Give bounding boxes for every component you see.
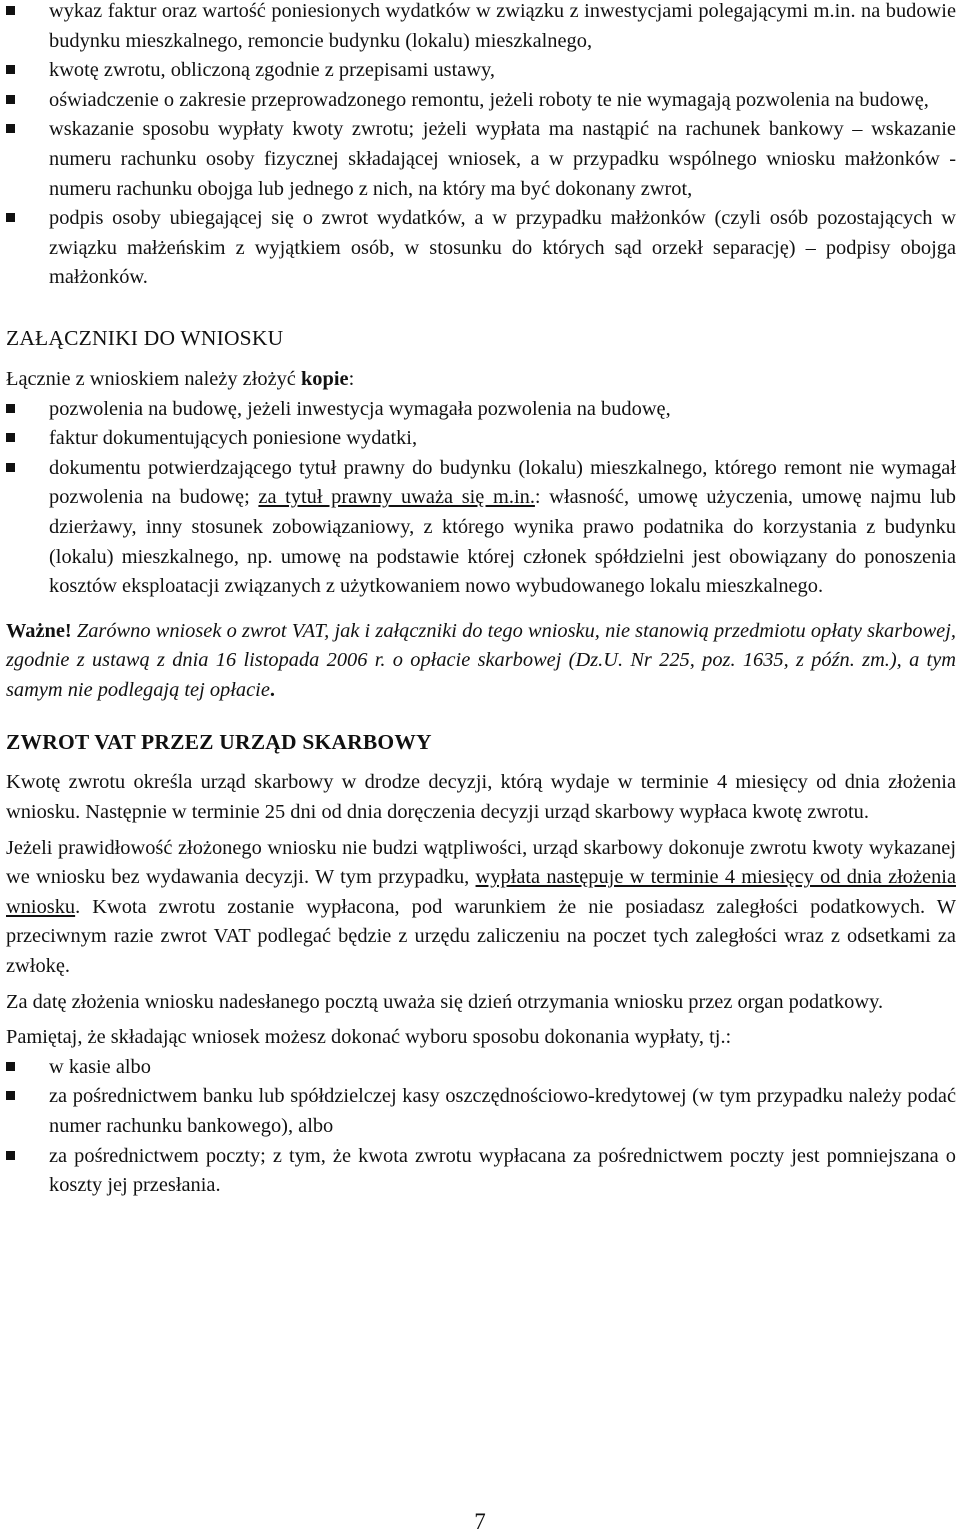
application-contents-list <box>6 0 956 293</box>
payout-options-list <box>6 1053 956 1201</box>
bold-text: kopie <box>300 367 349 390</box>
list-item <box>6 0 956 56</box>
refund-paragraph: Kwotę zwrotu określa urząd skarbowy w drodze decyzji, którą wydaje w terminie 4 miesięcy od dnia złożenia wniosku. Następnie w terminie 25 dni od dnia doręczenia decyzji urząd skarbowy wypłaca kwotę zwrotu. <box>6 771 956 824</box>
refund-heading: ZWROT VAT PRZEZ URZĄD SKARBOWY <box>6 730 432 755</box>
list-item <box>6 1082 956 1141</box>
attachments-list <box>6 395 956 602</box>
list-item <box>6 204 956 293</box>
list-item-text: kwotę zwrotu, obliczoną zgodnie z przepisami ustawy, <box>49 59 495 82</box>
bullet-square-icon <box>6 124 15 133</box>
bullet-square-icon <box>6 6 15 15</box>
list-item-text: wskazanie sposobu wypłaty kwoty zwrotu; jeżeli wypłata ma nastąpić na rachunek bankowy – wskazanie numeru rachunku osoby fizycznej składającej wniosek, a w przypadku wspólnego wniosku małżonków - numeru rachunku obojga lub jednego z nich, na który ma być dokonany zwrot, <box>49 118 956 200</box>
list-item <box>6 1053 956 1083</box>
attachments-intro: Łącznie z wnioskiem należy złożyć kopie: <box>6 367 355 390</box>
list-item-text: wykaz faktur oraz wartość poniesionych wydatków w związku z inwestycjami polegającymi m.in. na budowie budynku mieszkalnego, remoncie budynku (lokalu) mieszkalnego, <box>49 0 956 52</box>
list-item <box>6 1142 956 1201</box>
bullet-square-icon <box>6 65 15 74</box>
attachments-heading: ZAŁĄCZNIKI DO WNIOSKU <box>6 325 284 350</box>
bullet-square-icon <box>6 404 15 413</box>
refund-paragraph: Jeżeli prawidłowość złożonego wniosku nie budzi wątpliwości, urząd skarbowy dokonuje zwrotu kwoty wykazanej we wniosku bez wydawania decyzji. W tym przypadku, wypłata następuje w terminie 4 miesięcy od dnia złożenia wniosku. Kwota zwrotu zostanie wypłacona, pod warunkiem że nie posiadasz zaległości podatkowych. W przeciwnym razie zwrot VAT podlegać będzie z urzędu zaliczeniu na poczet tych zaległości wraz z odsetkami za zwłokę. <box>6 836 956 978</box>
list-item <box>6 86 956 116</box>
bullet-square-icon <box>6 463 15 472</box>
list-item <box>6 115 956 204</box>
page-number: 7 <box>474 1509 486 1534</box>
bullet-square-icon <box>6 1091 15 1100</box>
list-item <box>6 56 956 86</box>
list-item <box>6 395 956 425</box>
underlined-text: wypłata następuje w terminie 4 miesięcy od dnia złożenia wniosku <box>6 866 956 918</box>
list-item <box>6 424 956 454</box>
list-item-text: pozwolenia na budowę, jeżeli inwestycja wymagała pozwolenia na budowę, <box>49 397 671 420</box>
note-label: Ważne! <box>6 619 72 642</box>
list-item-text: w kasie albo <box>49 1055 151 1078</box>
list-item-text: za pośrednictwem banku lub spółdzielczej kasy oszczędnościowo-kredytowej (w tym przypadku należy podać numer rachunku bankowego), albo <box>49 1085 956 1137</box>
note-text: Zarówno wniosek o zwrot VAT, jak i załączniki do tego wniosku, nie stanowią przedmiotu opłaty skarbowej, zgodnie z ustawą z dnia 16 listopada 2006 r. o opłacie skarbowej (Dz.U. Nr 225, poz. 1635, z późn. zm.), a tym samym nie podlegają tej opłacie <box>6 619 956 701</box>
bullet-square-icon <box>6 213 15 222</box>
document-body <box>6 0 956 1201</box>
bullet-square-icon <box>6 1062 15 1071</box>
bullet-square-icon <box>6 95 15 104</box>
list-item-text: za pośrednictwem poczty; z tym, że kwota zwrotu wypłacana za pośrednictwem poczty jest pomniejszana o koszty jej przesłania. <box>49 1144 956 1197</box>
bullet-square-icon <box>6 1151 15 1160</box>
list-item-text: oświadczenie o zakresie przeprowadzonego remontu, jeżeli roboty te nie wymagają pozwolenia na budowę, <box>49 88 929 111</box>
underlined-text: za tytuł prawny uważa się m.in. <box>258 486 535 509</box>
important-note: Ważne! Zarówno wniosek o zwrot VAT, jak i załączniki do tego wniosku, nie stanowią przedmiotu opłaty skarbowej, zgodnie z ustawą z dnia 16 listopada 2006 r. o opłacie skarbowej (Dz.U. Nr 225, poz. 1635, z późn. zm.), a tym samym nie podlegają tej opłacie. <box>6 619 956 701</box>
refund-paragraph: Za datę złożenia wniosku nadesłanego pocztą uważa się dzień otrzymania wniosku przez organ podatkowy. <box>6 990 884 1013</box>
list-item: dokumentu potwierdzającego tytuł prawny do budynku (lokalu) mieszkalnego, którego remont nie wymagał pozwolenia na budowę; za tytuł prawny uważa się m.in.: własność, umowę użyczenia, umowę najmu lub dzierżawy, inny stosunek zobowiązaniowy, z którego wynika prawo podatnika do korzystania z budynku (lokalu) mieszkalnego, np. umowę na podstawie której członek spółdzielni jest obowiązany do ponoszenia kosztów eksploatacji związanych z użytkowaniem nowo wybudowanego lokalu mieszkalnego. <box>6 454 956 602</box>
refund-paragraph: Pamiętaj, że składając wniosek możesz dokonać wyboru sposobu dokonania wypłaty, tj.: <box>6 1026 732 1049</box>
bullet-square-icon <box>6 433 15 442</box>
list-item-text: faktur dokumentujących poniesione wydatki, <box>49 427 418 450</box>
list-item-text: podpis osoby ubiegającej się o zwrot wydatków, a w przypadku małżonków (czyli osób pozostających w związku małżeńskim z wyjątkiem osób, w stosunku do których sąd orzekł separację) – podpisy obojga małżonków. <box>49 207 956 289</box>
